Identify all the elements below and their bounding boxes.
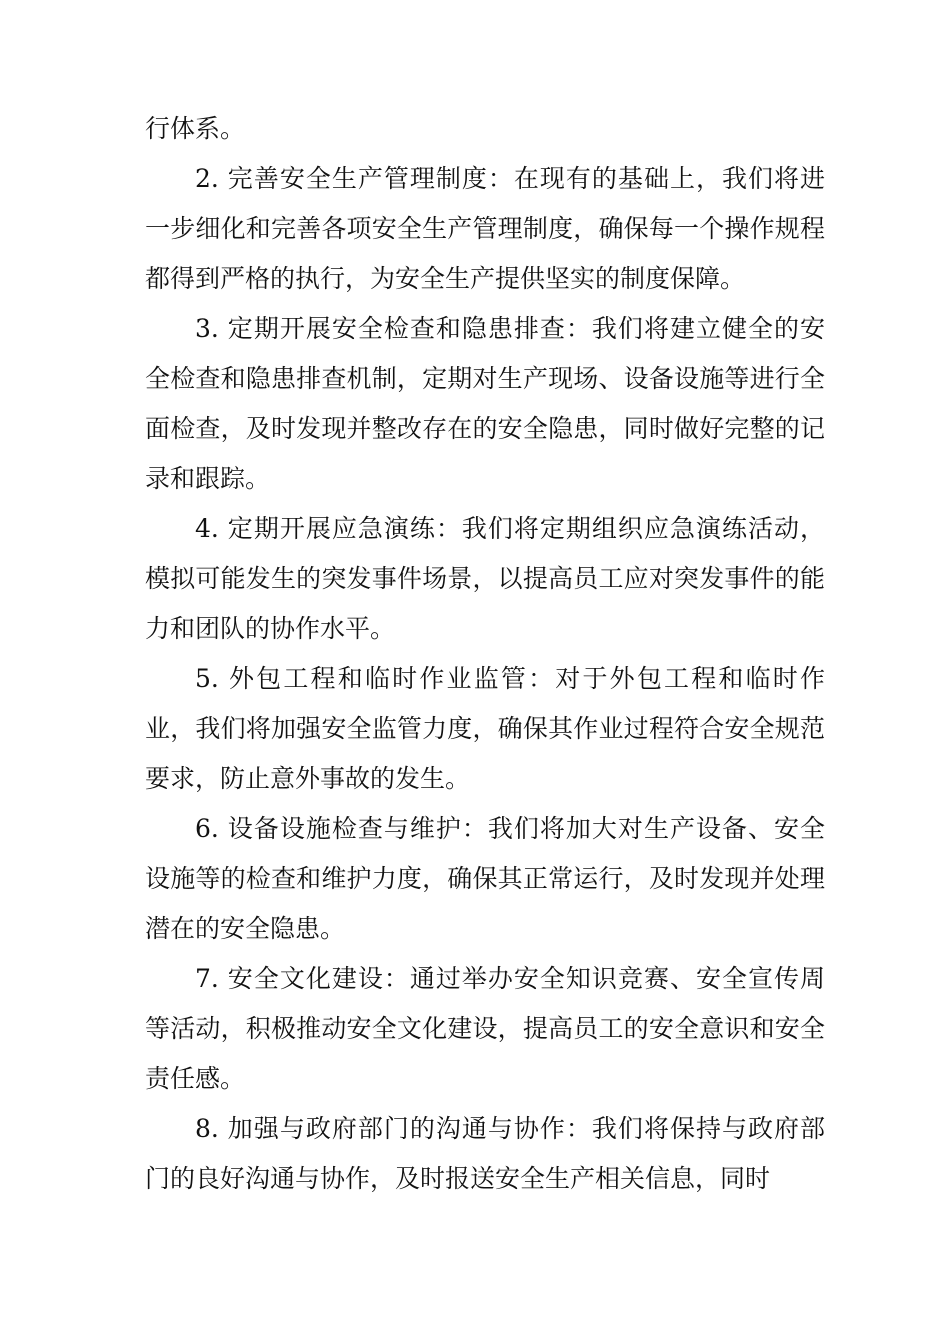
paragraph-item-2: 2. 完善安全生产管理制度：在现有的基础上，我们将进一步细化和完善各项安全生产管理制度，确保每一个操作规程都得到严格的执行，为安全生产提供坚实的制度保障。 bbox=[145, 164, 825, 293]
paragraph-item-6: 6. 设备设施检查与维护：我们将加大对生产设备、安全设施等的检查和维护力度，确保其正常运行，及时发现并处理潜在的安全隐患。 bbox=[145, 814, 825, 943]
paragraph-item-8: 8. 加强与政府部门的沟通与协作：我们将保持与政府部门的良好沟通与协作，及时报送安全生产相关信息，同时 bbox=[145, 1114, 825, 1193]
document-body bbox=[145, 104, 825, 1204]
paragraph-item-4: 4. 定期开展应急演练：我们将定期组织应急演练活动，模拟可能发生的突发事件场景，以提高员工应对突发事件的能力和团队的协作水平。 bbox=[145, 514, 825, 643]
paragraph-item-5: 5. 外包工程和临时作业监管：对于外包工程和临时作业，我们将加强安全监管力度，确保其作业过程符合安全规范要求，防止意外事故的发生。 bbox=[145, 664, 825, 793]
paragraph-item-7: 7. 安全文化建设：通过举办安全知识竞赛、安全宣传周等活动，积极推动安全文化建设，提高员工的安全意识和安全责任感。 bbox=[145, 964, 825, 1093]
paragraph-continuation: 行体系。 bbox=[145, 114, 246, 143]
paragraph-item-3: 3. 定期开展安全检查和隐患排查：我们将建立健全的安全检查和隐患排查机制，定期对生产现场、设备设施等进行全面检查，及时发现并整改存在的安全隐患，同时做好完整的记录和跟踪。 bbox=[145, 314, 825, 493]
